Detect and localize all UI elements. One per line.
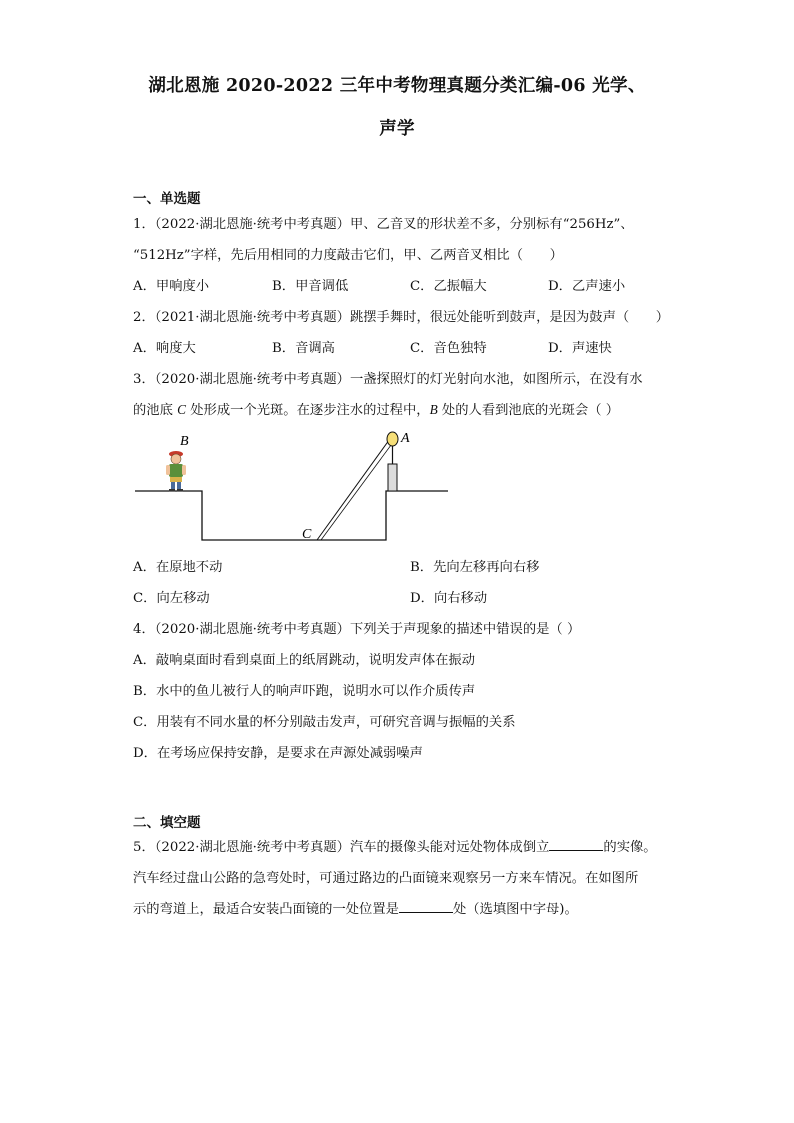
pool-outline [135,491,448,540]
section-heading-fill-blank: 二、填空题 [133,815,201,831]
q3-option-a: A．在原地不动 [133,560,223,575]
q2-option-c: C．音色独特 [410,341,487,356]
q5-line1 [133,836,657,855]
q3-stem-line2-post: 处的人看到池底的光斑会（ ） [437,403,620,418]
q1-option-d: D．乙声速小 [548,279,626,294]
figure-label-c: C [302,527,312,542]
q3-option-d: D．向右移动 [410,591,488,606]
q5-blank-2[interactable] [399,900,453,913]
figure-label-b: B [180,434,189,449]
q5-line2: 汽车经过盘山公路的急弯处时，可通过路边的凸面镜来观察另一方来车情况。在如图所 [133,871,639,886]
q5-blank-1[interactable] [549,838,603,851]
section-heading-single-choice: 一、单选题 [133,191,201,207]
q5-line1-end: 的实像。 [603,840,657,855]
q3-stem-point-b: B [429,402,438,417]
q1-option-c: C．乙振幅大 [410,279,487,294]
light-beam [317,436,392,540]
q5-line3-end: 处（选填图中字母)。 [452,902,578,917]
q3-stem-line2-mid: 处形成一个光斑。在逐步注水的过程中， [186,403,430,418]
q1-option-a: A．甲响度小 [133,279,210,294]
q3-figure-pool-diagram [130,426,460,548]
q1-stem-line2: “512Hz”字样，先后用相同的力度敲击它们，甲、乙两音叉相比（ ） [133,248,563,263]
figure-label-a: A [401,431,410,446]
q2-option-a: A．响度大 [133,341,196,356]
page-title-line1: 湖北恩施 2020-2022 三年中考物理真题分类汇编-06 光学、 [148,76,646,96]
q4-option-a: A．敲响桌面时看到桌面上的纸屑跳动，说明发声体在振动 [133,653,476,668]
q1-option-b: B．甲音调低 [272,279,349,294]
q3-option-c: C．向左移动 [133,591,210,606]
q5-line1-text: 5．（2022·湖北恩施·统考中考真题）汽车的摄像头能对远处物体成倒立 [133,840,550,855]
person-b-icon [166,451,186,492]
q3-stem-line1: 3．（2020·湖北恩施·统考中考真题）一盏探照灯的灯光射向水池，如图所示，在没有水 [133,372,643,387]
q4-stem: 4．（2020·湖北恩施·统考中考真题）下列关于声现象的描述中错误的是（ ） [133,622,581,637]
q2-option-b: B．音调高 [272,341,335,356]
q5-line3 [133,898,578,917]
q1-stem-line1: 1．（2022·湖北恩施·统考中考真题）甲、乙音叉的形状差不多，分别标有“256Hz”、 [133,217,634,232]
q4-option-c: C．用装有不同水量的杯分别敲击发声，可研究音调与振幅的关系 [133,715,516,730]
q2-stem: 2．（2021·湖北恩施·统考中考真题）跳摆手舞时，很远处能听到鼓声，是因为鼓声（ ） [133,310,670,325]
q2-option-d: D．声速快 [548,341,612,356]
q4-option-b: B．水中的鱼儿被行人的响声吓跑，说明水可以作介质传声 [133,684,476,699]
light-beam-edge [321,441,394,540]
q3-stem-line2 [133,399,619,418]
searchlight-lamp-icon [387,432,398,446]
page-title-line2: 声学 [379,119,415,139]
q3-option-b: B．先向左移再向右移 [410,560,540,575]
q3-stem-point-c: C [177,402,186,417]
q4-option-d: D．在考场应保持安静，是要求在声源处减弱噪声 [133,746,423,761]
q3-stem-line2-pre: 的池底 [133,403,178,418]
lamp-post [388,464,397,491]
q5-line3-text: 示的弯道上，最适合安装凸面镜的一处位置是 [133,902,399,917]
